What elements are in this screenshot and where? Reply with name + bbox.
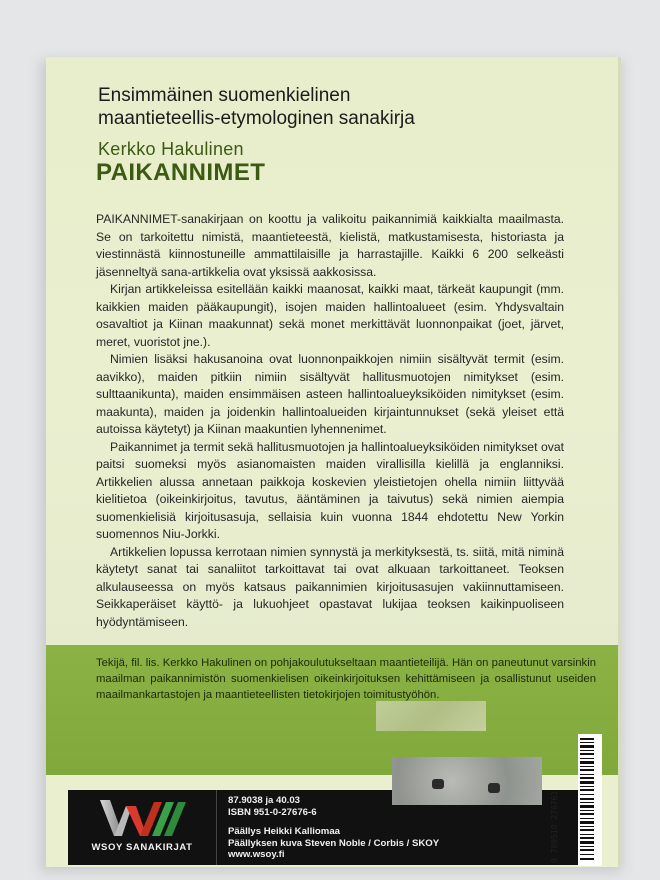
author-name: Kerkko Hakulinen [98,139,244,159]
wsoy-logo-icon [98,798,188,838]
description-text [96,211,564,631]
book-back-cover [46,57,621,867]
author-bio [96,655,596,703]
publisher-logo [68,790,217,865]
book-title: PAIKANNIMET [96,159,266,186]
tagline-line-1: Ensimmäinen suomenkielinen [98,85,351,106]
barcode [578,734,602,866]
cover-photo-credit: Päällyksen kuva Steven Noble / Corbis / SKOY [228,837,440,849]
tagline-line-2: maantieteellis-etymologinen sanakirja [98,108,415,129]
description-paragraph: Artikkelien lopussa kerrotaan nimien synnystä ja merkityksestä, ts. siitä, mitä niminä käytetyt sanat tai sanaliitot tarkoittavat tai ovat alkuaan tarkoittaneet. Teoksen alkulauseessa on myös katsaus paikannimien kirjoitusasujen vakiinnuttamiseen. Seikkaperäiset käyttö- ja lukuohjeet opastavat lukijaa teoksen kaikinpuoliseen hyödyntämiseen. [96,544,564,629]
isbn: ISBN 951-0-27676-6 [228,806,317,818]
classification-code: 87.9038 ja 40.03 [228,795,301,806]
website: www.wsoy.fi [228,849,285,860]
description-paragraph: Paikannimet ja termit sekä hallitusmuotojen ja hallintoalueyksiköiden nimitykset ovat paitsi suomeksi myös asianomaisten maiden virallisilla kielillä ja englanniksi. Artikkelien alussa annetaan paikkoja koskevien yleistietojen ohella nimiin liittyvää kielitietoa (oikeinkirjoitus, tavutus, ääntäminen ja taivutus) sekä nimien aiempia suomenkielisiä kirjoitusasuja, sellaisia kuin vuonna 1844 ehdotettu New Yorkin suomennos Niu-Jorkki. [96,439,564,541]
description-paragraph: PAIKANNIMET-sanakirjaan on koottu ja valikoitu paikannimiä kaikkialta maailmasta. Se on tarkoitettu nimistä, maantieteestä, kielistä, matkustamisesta, historiasta ja viestinnästä kiinnostuneille ammattilaisille ja harrastajille. Kaikki 6 200 selkeästi jäsenneltyä sana-artikkelia ovat yksissä aakkosissa. [96,212,564,279]
tagline [98,84,578,130]
barcode-digits: 9 789510 276761 [550,790,559,863]
cover-photo-thumbnail [392,757,542,805]
description-paragraph: Nimien lisäksi hakusanoina ovat luonnonpaikkojen nimiin sisältyvät termit (esim. aavikko), maiden pitkiin nimiin sisältyvät hallitusmuotojen nimitykset (esim. sulttaanikunta), maiden ensimmäisen asteen hallintoalueyksiköiden nimitykset (esim. maakunta), maiden ja joidenkin hallintoalueiden kirjaintunnukset (sekä yleiset että autoissa käytetyt) ja Kiinan maakuntien lyhennenimet. [96,352,564,436]
description-paragraph: Kirjan artikkeleissa esitellään kaikki maanosat, kaikki maat, tärkeät kaupungit (mm. kaikkien maiden pääkaupungit), isojen maiden hallintoalueet (esim. Yhdysvaltain osavaltiot ja Kiinan maakunnat) sekä monet merkittävät luonnonpaikat (joet, järvet, meret, vuoristot jne.). [96,282,564,349]
barcode-icon [578,734,602,866]
logo-text: WSOY SANAKIRJAT [91,842,193,853]
author-bio-text: Tekijä, fil. lis. Kerkko Hakulinen on pohjakoulutukseltaan maantieteilijä. Hän on paneutunut varsinkin maailman paikannimistön suomenkielisen oikeinkirjoituksen kehittämiseen ja osallistunut useiden maailmankartastojen ja maantieteellisten tietokirjojen toimitustyöhön. [96,657,596,701]
cover-designer: Päällys Heikki Kalliomaa [228,826,340,837]
